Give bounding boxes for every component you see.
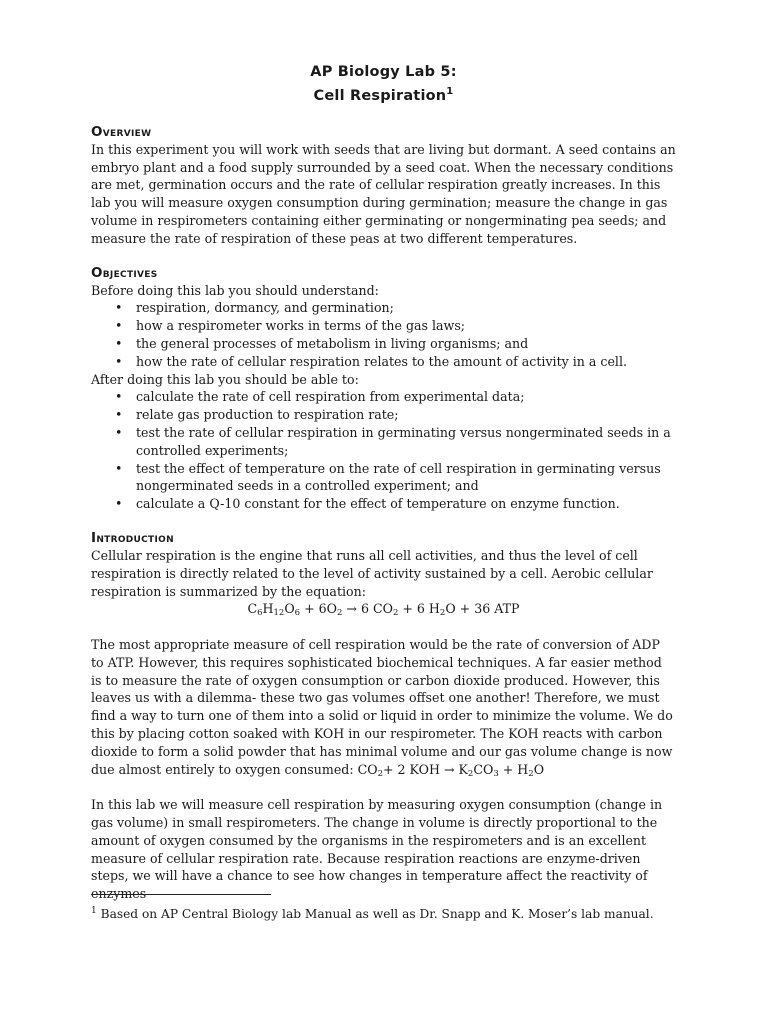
- bullet-icon: •: [115, 424, 123, 440]
- objectives-section: [91, 264, 676, 513]
- arrow-icon: →: [439, 761, 459, 777]
- bullet-icon: •: [115, 336, 123, 351]
- introduction-paragraph-1: Cellular respiration is the engine that runs all cell activities, and thus the level of cell respiration is directly related to the level of activity sustained by a cell. Aerobic cellular respiration is summarized by the equation:: [91, 547, 653, 599]
- list-item: • test the rate of cellular respiration in germinating versus nongerminated seeds in a controlled experiments;: [115, 424, 671, 458]
- footnote-reference[interactable]: 1: [446, 86, 454, 97]
- bullet-icon: •: [115, 496, 123, 512]
- introduction-paragraph-3: In this lab we will measure cell respiration by measuring oxygen consumption (change in gas volume) in small respirometers. The change in volume is directly proportional to the amount of oxygen consumed by the organisms in the respirometers and is an excellent measure of cellular respiration rate. Because respiration reactions are enzyme-driven steps, we will have a chance to see how changes in temperature affect the reactivity of enzymes: [91, 797, 663, 902]
- arrow-icon: →: [342, 601, 361, 617]
- introduction-heading: Introduction: [91, 529, 174, 546]
- list-item: • relate gas production to respiration rate;: [115, 407, 399, 423]
- footnote-divider: [91, 894, 271, 895]
- overview-section: [91, 123, 676, 248]
- introduction-paragraph-2: The most appropriate measure of cell respiration would be the rate of conversion of ADP to ATP. However, this requires sophisticated biochemical techniques. A far easier method is to measure the rate of oxygen consumption or carbon dioxide produced. However, this leaves us with a dilemma- these two gas volumes offset one another! Therefore, we must find a way to turn one of them into a solid or liquid in order to minimize the volume. We do this by placing cotton soaked with KOH in our respirometer. The KOH reacts with carbon dioxide to form a solid powder that has minimal volume and our gas volume change is now due almost entirely to oxygen consumed: $CO_2+ 2$ KOH → $K_2CO_3 + H_2O$: [91, 636, 673, 779]
- after-list: [91, 388, 676, 513]
- before-list: [91, 299, 676, 370]
- list-item: • calculate the rate of cell respiration from experimental data;: [115, 389, 525, 405]
- introduction-section: [91, 529, 676, 903]
- koh-reaction: $CO_2+ 2$ KOH → $K_2CO_3 + H_2O$: [357, 761, 545, 779]
- bullet-icon: •: [115, 389, 123, 405]
- overview-paragraph: In this experiment you will work with seeds that are living but dormant. A seed contains an embryo plant and a food supply surrounded by a seed coat. When the necessary conditions are met, germination occurs and the rate of cellular respiration greatly increases. In this lab you will measure oxygen consumption during germination; measure the change in gas volume in respirometers containing either germinating or nongerminating pea seeds; and measure the rate of respiration of these peas at two different temperatures.: [91, 141, 676, 246]
- bullet-icon: •: [115, 353, 123, 369]
- list-item: • how the rate of cellular respiration relates to the amount of activity in a cell.: [115, 353, 627, 369]
- title-line-2: Cell Respiration$^1$: [313, 86, 454, 104]
- list-item: • respiration, dormancy, and germination;: [115, 300, 394, 316]
- bullet-icon: •: [115, 460, 123, 476]
- bullet-icon: •: [115, 407, 123, 423]
- objectives-intro-before: Before doing this lab you should understand:: [91, 282, 379, 298]
- overview-heading: Overview: [91, 123, 152, 140]
- footnote-text: Based on AP Central Biology lab Manual as well as Dr. Snapp and K. Moser’s lab manual.: [96, 907, 654, 922]
- objectives-heading: Objectives: [91, 264, 158, 281]
- list-item: • calculate a Q-10 constant for the effect of temperature on enzyme function.: [115, 496, 620, 512]
- objectives-intro-after: After doing this lab you should be able to:: [91, 371, 359, 387]
- footnote-marker: 1: [91, 906, 97, 916]
- title-line-1: AP Biology Lab 5:: [310, 64, 457, 80]
- list-item: • test the effect of temperature on the rate of cell respiration in germinating versus nongerminated seeds in a controlled experiment; and: [115, 460, 661, 494]
- footnote: [91, 903, 654, 923]
- bullet-icon: •: [115, 300, 123, 316]
- respiration-equation: $C_6H_{12}O_6 + 6O_2 \to 6$ $CO_2 + 6$ $H_2O + 36$ ATP: [247, 601, 520, 619]
- bullet-icon: •: [115, 318, 123, 334]
- list-item: • how a respirometer works in terms of the gas laws;: [115, 318, 466, 334]
- document-title: [91, 62, 676, 106]
- list-item: • the general processes of metabolism in living organisms; and: [115, 336, 529, 351]
